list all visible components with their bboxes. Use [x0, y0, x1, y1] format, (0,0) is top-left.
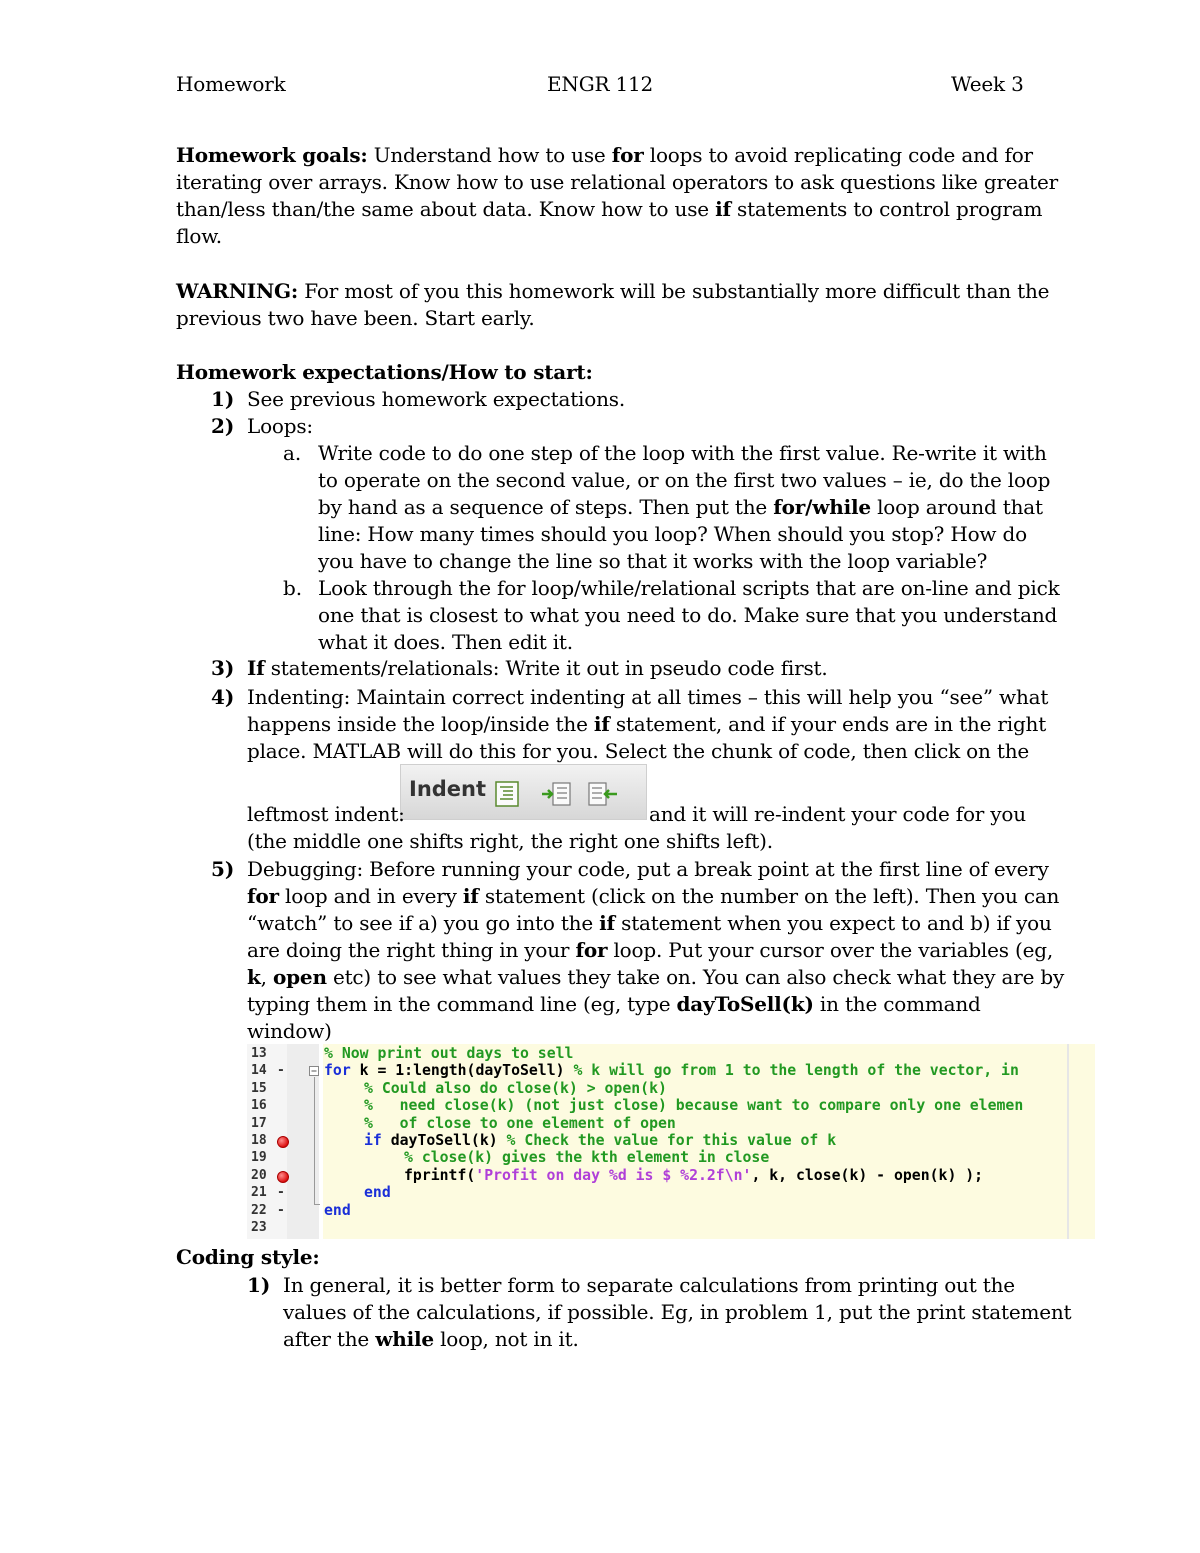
subitem-b-line: one that is closest to what you need to do. Make sure that you understand: [318, 603, 1058, 627]
comment: % close(k) gives the kth element in close: [404, 1149, 770, 1167]
code-line-18: [364, 1132, 836, 1149]
style-item-line: In general, it is better form to separate calculations from printing out the: [283, 1273, 1015, 1297]
line-number: 19: [251, 1150, 267, 1166]
keyword: if: [364, 1132, 382, 1149]
item-number: 5): [211, 857, 235, 881]
text: loop. Put your cursor over the variables (eg,: [607, 938, 1053, 962]
comment: % Now print out days to sell: [324, 1045, 574, 1062]
code-text: dayToSell(k): [381, 1132, 507, 1149]
code-line-22: [324, 1202, 351, 1219]
comment: % of close to one element of open: [364, 1114, 676, 1132]
code-text: , k, close(k) - open(k) );: [751, 1166, 984, 1184]
code-line-21: [364, 1184, 391, 1201]
line-number: 16: [251, 1098, 267, 1114]
item-4-line: leftmost indent:: [247, 802, 405, 826]
code-line-20: [404, 1167, 983, 1184]
code-editor-image: [247, 1044, 1095, 1239]
increase-indent-icon: [540, 781, 572, 807]
text: happens inside the loop/inside the: [247, 712, 594, 736]
comment: % need close(k) (not just close) because want to compare only one elemen: [364, 1097, 1024, 1115]
if-bold: if: [593, 712, 610, 736]
warning-label: WARNING:: [176, 279, 299, 303]
subitem-b-line: Look through the for loop/while/relational scripts that are on-line and pick: [318, 576, 1060, 600]
for-bold: for: [247, 884, 279, 908]
text: ,: [260, 965, 273, 989]
text: statement, and if your ends are in the right: [609, 712, 1047, 736]
item-5-line: [247, 937, 1053, 964]
item-3-text: [247, 655, 828, 682]
goals-line-1: [176, 142, 1033, 169]
line-number: 17: [251, 1115, 267, 1131]
if-bold: If: [247, 656, 265, 680]
for-bold: for: [575, 938, 608, 962]
code-text: fprintf(: [404, 1166, 476, 1184]
text: are doing the right thing in your: [247, 938, 576, 962]
goals-line-3: [176, 196, 1042, 223]
coding-style-heading-text: Coding style:: [176, 1245, 320, 1269]
indent-toolbar-image: [400, 764, 647, 820]
for-while-bold: for/while: [773, 495, 871, 519]
if-bold: if: [599, 911, 615, 935]
string: 'Profit on day %d is $ %2.2f\n': [475, 1166, 752, 1184]
goals-text: loops to avoid replicating code and for: [643, 143, 1033, 167]
k-bold: k: [247, 965, 261, 989]
keyword: end: [324, 1201, 351, 1219]
comment: % Check the value for this value of k: [506, 1132, 837, 1149]
line-number: 22: [251, 1202, 267, 1218]
goals-text: Understand how to use: [367, 143, 612, 167]
item-5-line: window): [247, 1019, 332, 1043]
keyword: for: [324, 1062, 351, 1080]
expectations-heading-text: Homework expectations/How to start:: [176, 360, 593, 384]
code-line-15: [364, 1080, 667, 1097]
line-number: 13: [251, 1046, 267, 1061]
text: after the: [283, 1327, 376, 1351]
style-item-line: [283, 1326, 579, 1353]
text: by hand as a sequence of steps. Then put the: [318, 495, 774, 519]
item-4-line: [247, 711, 1046, 738]
text: “watch” to see if a) you go into the: [247, 911, 600, 935]
indent-label: Indent: [409, 777, 487, 801]
code-line-13: [324, 1045, 573, 1062]
line-number: 15: [251, 1080, 267, 1096]
item-5-line: [247, 910, 1052, 937]
goals-for: for: [611, 143, 644, 167]
goals-text: statements to control program: [730, 197, 1043, 221]
comment: % k will go from 1 to the length of the vector, in: [573, 1062, 1019, 1080]
warning-line-2: previous two have been. Start early.: [176, 306, 535, 330]
item-number: 1): [211, 387, 235, 411]
item-1-text: See previous homework expectations.: [247, 387, 625, 411]
header-center: ENGR 112: [547, 72, 654, 96]
text: loop and in every: [278, 884, 463, 908]
goals-text: than/less than/the same about data. Know how to use: [176, 197, 716, 221]
code-line-14: [324, 1062, 1019, 1079]
breakpoint-icon: [277, 1171, 289, 1183]
daytosell-bold: dayToSell(k): [676, 992, 814, 1016]
line-number: 18: [251, 1133, 267, 1148]
text: etc) to see what values they take on. You can also check what they are by: [326, 965, 1065, 989]
keyword: end: [364, 1184, 391, 1202]
warning-line-1: [176, 278, 1049, 305]
code-line-17: [364, 1115, 676, 1132]
while-bold: while: [375, 1327, 434, 1351]
subitem-letter: b.: [283, 576, 303, 600]
executable-dash: -: [277, 1063, 285, 1079]
item-4-line: and it will re-indent your code for you: [649, 802, 1026, 826]
item-4-line: Indenting: Maintain correct indenting at all times – this will help you “see” what: [247, 685, 1049, 709]
subitem-a-line: [318, 494, 1043, 521]
code-line-19: [404, 1149, 769, 1166]
header-right: Week 3: [951, 72, 1024, 96]
line-number: 20: [251, 1167, 267, 1183]
code-line-16: [364, 1097, 1023, 1114]
right-margin-line: [1067, 1044, 1069, 1239]
goals-label: Homework goals:: [176, 143, 368, 167]
item-4-line: place. MATLAB will do this for you. Select the chunk of code, then click on the: [247, 739, 1030, 763]
text: typing them in the command line (eg, type: [247, 992, 677, 1016]
smart-indent-icon: [495, 781, 519, 807]
warning-text: For most of you this homework will be substantially more difficult than the: [298, 279, 1050, 303]
breakpoint-icon: [277, 1136, 289, 1148]
item-number: 1): [247, 1273, 271, 1297]
subitem-b-line: what it does. Then edit it.: [318, 630, 573, 654]
item-5-line: [247, 964, 1064, 991]
open-bold: open: [273, 965, 327, 989]
item-5-line: [247, 991, 981, 1018]
fold-line: [314, 1077, 315, 1205]
goals-line-4: flow.: [176, 224, 222, 248]
item-number: 3): [211, 656, 235, 680]
text: loop around that: [870, 495, 1043, 519]
text: statements/relationals: Write it out in pseudo code first.: [264, 656, 828, 680]
comment: % Could also do close(k) > open(k): [364, 1079, 667, 1097]
subitem-a-line: line: How many times should you loop? When should you stop? How do: [318, 522, 1027, 546]
item-5-line: [247, 883, 1059, 910]
fold-collapse-icon: [309, 1066, 319, 1076]
fold-end: [314, 1204, 320, 1205]
item-2-text: Loops:: [247, 414, 313, 438]
text: statement (click on the number on the left). Then you can: [478, 884, 1060, 908]
text: loop, not in it.: [433, 1327, 579, 1351]
code-text: k = 1:length(dayToSell): [350, 1062, 574, 1080]
style-item-line: values of the calculations, if possible. Eg, in problem 1, put the print statement: [283, 1300, 1072, 1324]
line-number: 23: [251, 1220, 267, 1235]
goals-line-2: iterating over arrays. Know how to use relational operators to ask questions like greater: [176, 170, 1058, 194]
text: in the command: [813, 992, 981, 1016]
item-number: 2): [211, 414, 235, 438]
item-5-line: Debugging: Before running your code, put a break point at the first line of every: [247, 857, 1049, 881]
subitem-letter: a.: [283, 441, 302, 465]
text: statement when you expect to and b) if you: [614, 911, 1052, 935]
subitem-a-line: you have to change the line so that it works with the loop variable?: [318, 549, 988, 573]
item-4-line: (the middle one shifts right, the right one shifts left).: [247, 829, 773, 853]
subitem-a-line: Write code to do one step of the loop with the first value. Re-write it with: [318, 441, 1047, 465]
subitem-a-line: to operate on the second value, or on the first two values – ie, do the loop: [318, 468, 1051, 492]
line-number: 21: [251, 1185, 267, 1201]
header-left: Homework: [176, 72, 286, 96]
decrease-indent-icon: [587, 781, 619, 807]
executable-dash: -: [277, 1185, 285, 1201]
goals-if: if: [715, 197, 731, 221]
coding-style-heading: [176, 1244, 320, 1271]
if-bold: if: [462, 884, 479, 908]
line-number: 14: [251, 1063, 267, 1079]
expectations-heading: [176, 359, 593, 386]
item-number: 4): [211, 685, 235, 709]
executable-dash: -: [277, 1202, 285, 1218]
